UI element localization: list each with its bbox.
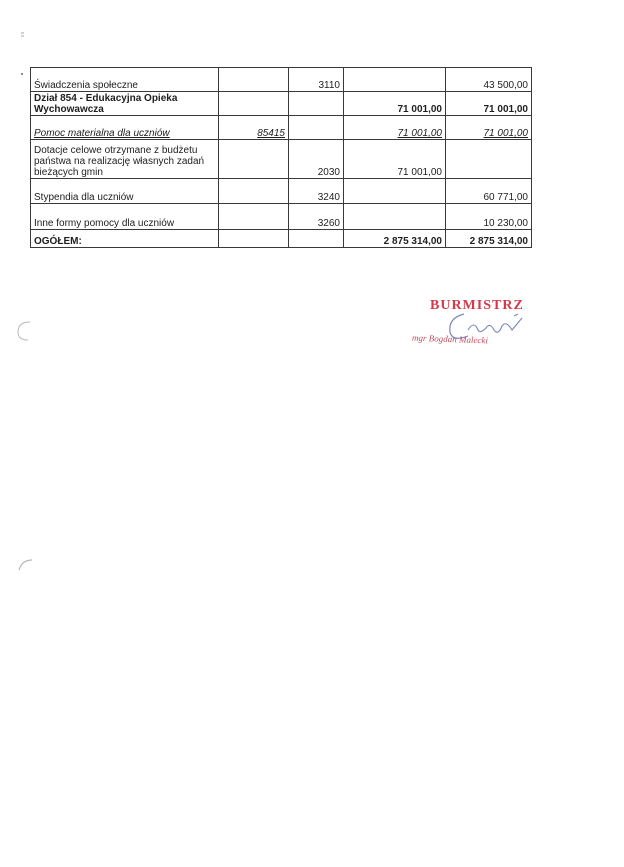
- paragraph-code: 2030: [289, 140, 344, 179]
- amount-cell: 43 500,00: [446, 68, 532, 92]
- amount-cell: 71 001,00: [344, 116, 446, 140]
- table-row: [31, 179, 532, 204]
- amount-cell: 71 001,00: [446, 92, 532, 116]
- amount-cell: 71 001,00: [344, 140, 446, 179]
- budget-table: [30, 67, 532, 248]
- row-name: Dotacje celowe otrzymane z budżetu państwa na realizację własnych zadań bieżących gmin: [31, 140, 219, 179]
- amount-cell: 71 001,00: [446, 116, 532, 140]
- total-label: OGÓŁEM:: [31, 230, 219, 248]
- table-row: [31, 230, 532, 248]
- division-name: Dział 854 - Edukacyjna Opieka Wychowawcza: [31, 92, 219, 116]
- paragraph-code: [289, 230, 344, 248]
- section-code: [219, 68, 289, 92]
- section-code: [219, 204, 289, 230]
- section-code: 85415: [219, 116, 289, 140]
- paragraph-code: [289, 92, 344, 116]
- punch-hole-mark: [12, 318, 32, 344]
- stamp-name: mgr Bogdan Malecki: [411, 332, 489, 346]
- amount-cell: 10 230,00: [446, 204, 532, 230]
- table-row: [31, 204, 532, 230]
- section-code: [219, 92, 289, 116]
- paragraph-code: 3110: [289, 68, 344, 92]
- amount-cell: 60 771,00: [446, 179, 532, 204]
- row-name: Stypendia dla uczniów: [31, 179, 219, 204]
- chapter-name: Pomoc materialna dla uczniów: [31, 116, 219, 140]
- row-name: Inne formy pomocy dla uczniów: [31, 204, 219, 230]
- punch-hole-mark: [14, 556, 34, 576]
- section-code: [219, 179, 289, 204]
- paragraph-code: 3240: [289, 179, 344, 204]
- paragraph-code: [289, 116, 344, 140]
- row-name: Świadczenia społeczne: [31, 68, 219, 92]
- total-amount: 2 875 314,00: [344, 230, 446, 248]
- amount-cell: [344, 204, 446, 230]
- stamp-title: BURMISTRZ: [430, 298, 524, 313]
- section-code: [219, 140, 289, 179]
- amount-cell: [344, 68, 446, 92]
- paragraph-code: 3260: [289, 204, 344, 230]
- table-row: [31, 140, 532, 179]
- mayor-stamp: [412, 298, 552, 358]
- table-row: [31, 116, 532, 140]
- section-code: [219, 230, 289, 248]
- scan-mark: [18, 30, 28, 80]
- total-amount: 2 875 314,00: [446, 230, 532, 248]
- table-row: [31, 68, 532, 92]
- amount-cell: [344, 179, 446, 204]
- amount-cell: 71 001,00: [344, 92, 446, 116]
- table-row: [31, 92, 532, 116]
- amount-cell: [446, 140, 532, 179]
